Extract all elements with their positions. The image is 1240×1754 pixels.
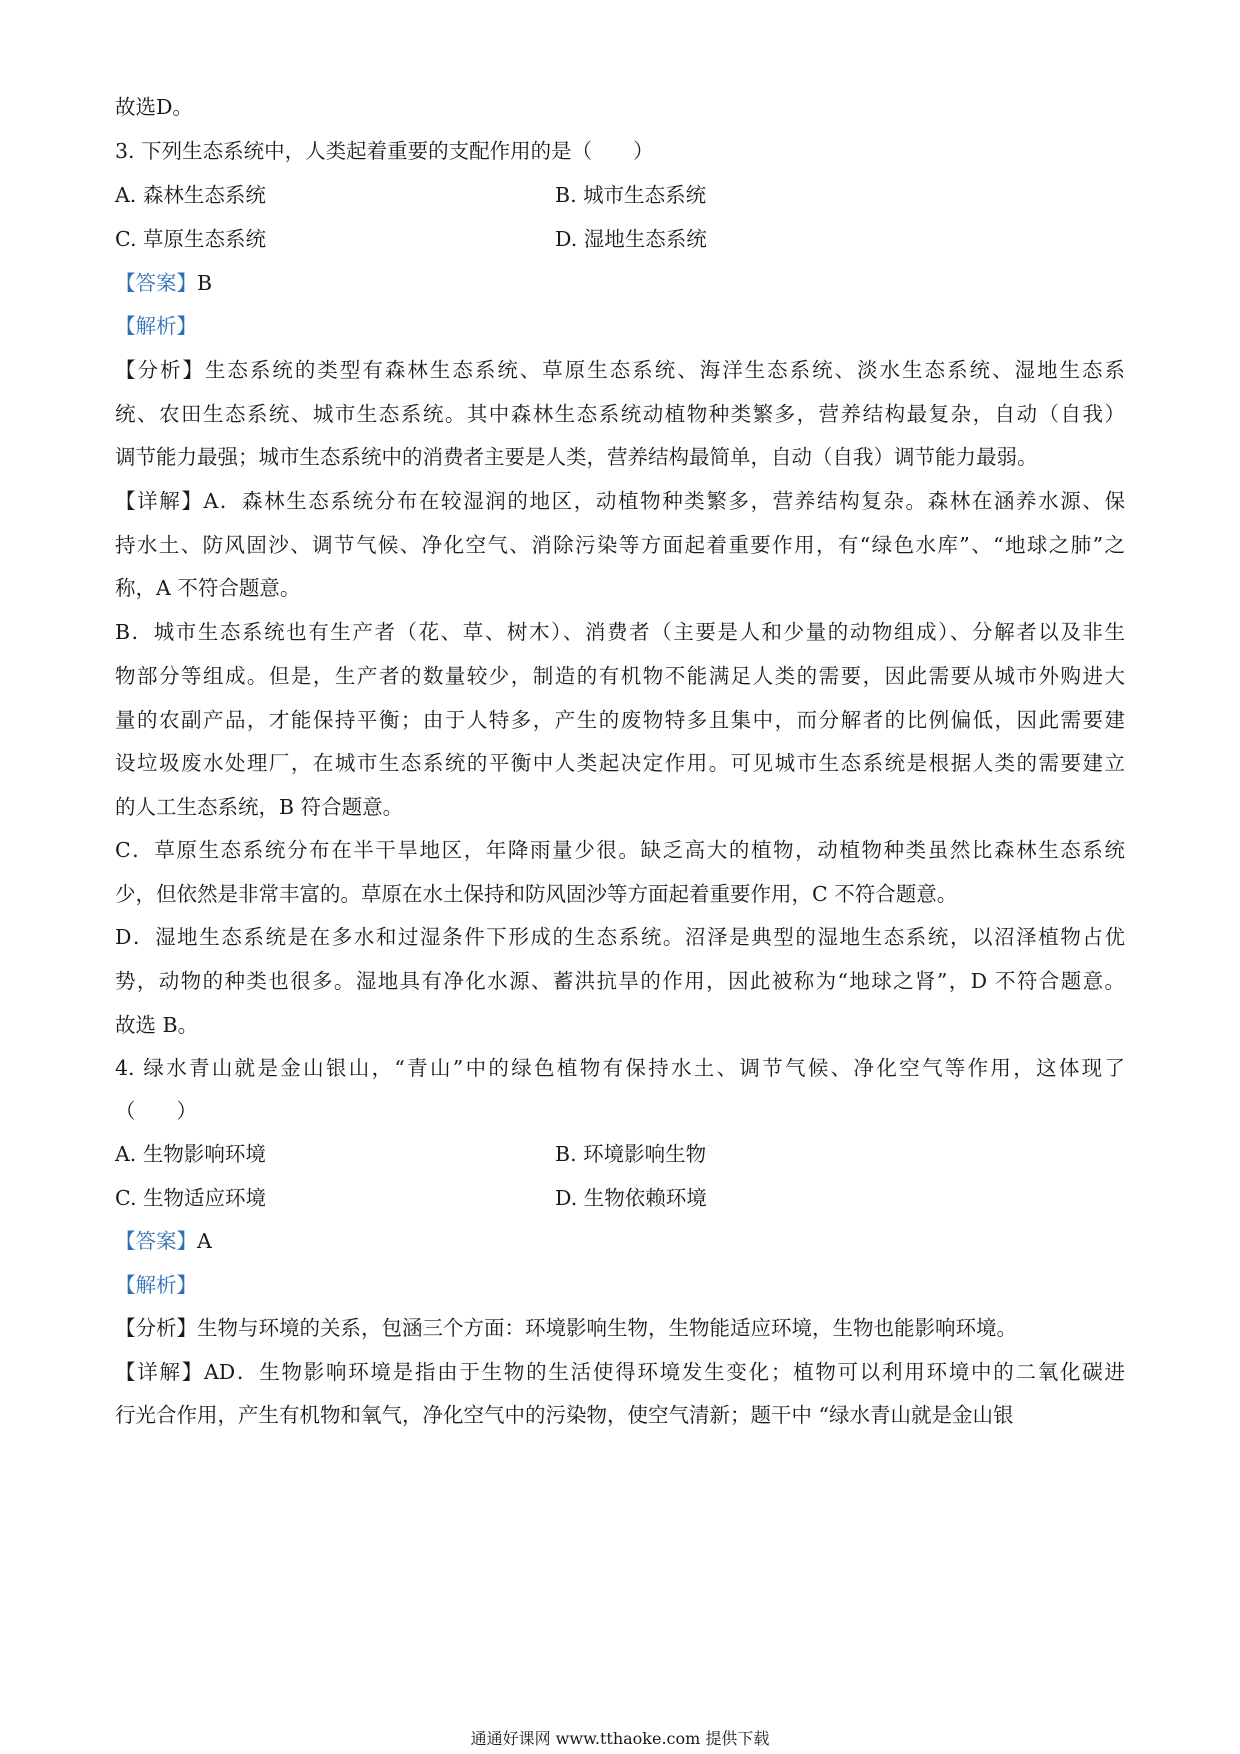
q3-analysis-heading [115, 311, 197, 341]
q4-option-a: A. 生物影响环境 [115, 1142, 266, 1166]
fenxi-tag: 【分析】 [115, 1316, 197, 1340]
fenxi-tag: 【分析】 [115, 358, 205, 382]
q4-analysis-heading [115, 1270, 197, 1300]
q3-detail-line-3: 称，A 不符合题意。 [115, 576, 301, 600]
analysis-tag: 【解析】 [115, 314, 197, 338]
q3-option-c: C. 草原生态系统 [115, 227, 266, 251]
q3-detail-line-5: 物部分等组成。但是，生产者的数量较少，制造的有机物不能满足人类的需要，因此需要从城市外购进大 [115, 664, 1125, 688]
q3-fenxi-line-1 [115, 355, 1125, 385]
q3-option-a: A. 森林生态系统 [115, 183, 266, 207]
q3-stem: 3. 下列生态系统中，人类起着重要的支配作用的是（ ） [115, 139, 654, 163]
detail-text: A．森林生态系统分布在较湿润的地区，动植物种类繁多，营养结构复杂。森林在涵养水源、保 [203, 489, 1125, 513]
q3-detail-line-2: 持水土、防风固沙、调节气候、净化空气、消除污染等方面起着重要作用，有“绿色水库”、“地球之肺”之 [115, 533, 1125, 557]
q2-conclusion: 故选D。 [115, 95, 193, 119]
fenxi-text: 生物与环境的关系，包涵三个方面：环境影响生物，生物能适应环境，生物也能影响环境。 [197, 1316, 1017, 1340]
q4-fenxi [115, 1313, 1017, 1343]
answer-value: B [197, 271, 213, 295]
q4-answer [115, 1226, 212, 1256]
q4-option-c: C. 生物适应环境 [115, 1186, 266, 1210]
q3-fenxi-line-2: 统、农田生态系统、城市生态系统。其中森林生态系统动植物种类繁多，营养结构最复杂，自动（自我） [115, 402, 1125, 426]
detail-tag: 【详解】 [115, 489, 204, 513]
q4-detail-line-1 [115, 1357, 1125, 1387]
q4-detail-line-2: 行光合作用，产生有机物和氧气，净化空气中的污染物，使空气清新；题干中 “绿水青山就是金山银 [115, 1403, 1014, 1427]
q3-fenxi-line-3: 调节能力最强；城市生态系统中的消费者主要是人类，营养结构最简单，自动（自我）调节能力最弱。 [115, 445, 1038, 469]
q3-detail-line-12: 势，动物的种类也很多。湿地具有净化水源、蓄洪抗旱的作用，因此被称为“地球之肾”，D 不符合题意。 [115, 969, 1125, 993]
detail-text: AD．生物影响环境是指由于生物的生活使得环境发生变化；植物可以利用环境中的二氧化碳进 [203, 1360, 1125, 1384]
q3-conclusion: 故选 B。 [115, 1013, 199, 1037]
answer-value: A [197, 1229, 212, 1253]
q4-stem-line-1: 4. 绿水青山就是金山银山，“青山”中的绿色植物有保持水土、调节气候、净化空气等作用，这体现了 [115, 1056, 1125, 1080]
detail-tag: 【详解】 [115, 1360, 204, 1384]
q3-detail-line-9: C．草原生态系统分布在半干旱地区，年降雨量少很。缺乏高大的植物，动植物种类虽然比森林生态系统 [115, 838, 1125, 862]
q3-detail-line-1 [115, 486, 1125, 516]
q3-option-d: D. 湿地生态系统 [555, 227, 707, 251]
answer-tag: 【答案】 [115, 1229, 197, 1253]
q3-answer [115, 268, 212, 298]
q3-detail-line-7: 设垃圾废水处理厂，在城市生态系统的平衡中人类起决定作用。可见城市生态系统是根据人类的需要建立 [115, 751, 1125, 775]
page-footer: 通通好课网 www.tthaoke.com 提供下载 [470, 1729, 770, 1748]
fenxi-text: 生态系统的类型有森林生态系统、草原生态系统、海洋生态系统、淡水生态系统、湿地生态系 [204, 358, 1126, 382]
q4-stem-line-2: （ ） [115, 1099, 197, 1123]
q3-option-b: B. 城市生态系统 [555, 183, 707, 207]
q3-detail-line-4: B．城市生态系统也有生产者（花、草、树木）、消费者（主要是人和少量的动物组成）、分解者以及非生 [115, 620, 1125, 644]
q4-option-d: D. 生物依赖环境 [555, 1186, 707, 1210]
q4-option-b: B. 环境影响生物 [555, 1142, 707, 1166]
q3-detail-line-8: 的人工生态系统，B 符合题意。 [115, 795, 404, 819]
q3-detail-line-6: 量的农副产品，才能保持平衡；由于人特多，产生的废物特多且集中，而分解者的比例偏低，因此需要建 [115, 708, 1125, 732]
analysis-tag: 【解析】 [115, 1273, 197, 1297]
answer-tag: 【答案】 [115, 271, 197, 295]
q3-detail-line-11: D．湿地生态系统是在多水和过湿条件下形成的生态系统。沼泽是典型的湿地生态系统，以沼泽植物占优 [115, 925, 1125, 949]
q3-detail-line-10: 少，但依然是非常丰富的。草原在水土保持和防风固沙等方面起着重要作用，C 不符合题意。 [115, 882, 958, 906]
